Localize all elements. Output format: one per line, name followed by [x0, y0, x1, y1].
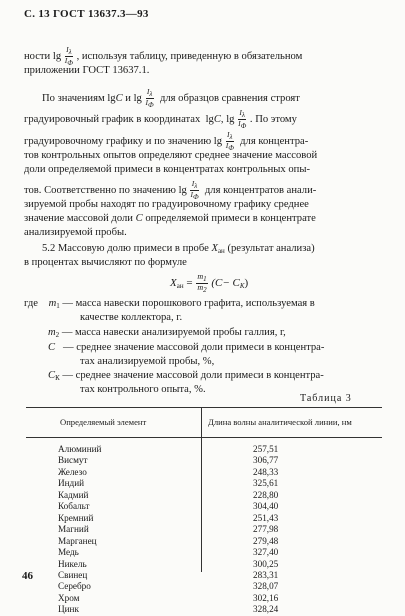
frac-num: I — [227, 130, 230, 139]
table-cell-wavelength: 248,33 — [253, 466, 279, 477]
text-span: доли определяемой примеси в концентратах контрольных опы- — [24, 164, 310, 175]
table-cell-wavelength: 300,25 — [253, 558, 279, 569]
table-cell-element: Кадмий — [58, 489, 89, 500]
var-ck-sub: К — [55, 374, 60, 382]
text-span: (результат анализа) — [227, 243, 315, 254]
intensity-ratio-fraction — [238, 109, 246, 130]
table-top-rule — [26, 407, 382, 408]
frac-den: I — [145, 98, 149, 107]
formula-x: X — [170, 277, 177, 290]
var-c: C — [48, 342, 56, 353]
definition-c — [48, 341, 324, 355]
formula-num-sub: 1 — [203, 275, 207, 283]
table-cell-wavelength: 328,24 — [253, 604, 279, 615]
definition-m1-cont: качестве коллектора, г. — [80, 312, 183, 323]
formula-den-sub: 2 — [203, 286, 207, 294]
var-m2: m — [48, 327, 56, 338]
table-cell-element: Кобальт — [58, 501, 90, 512]
table-cell-element: Серебро — [58, 581, 91, 592]
var-ck: C — [48, 370, 56, 381]
var-m1-sub: 1 — [56, 302, 60, 310]
var-x-sub: ан — [217, 247, 225, 255]
definition-m2 — [48, 326, 286, 342]
text-span: 5.2 Массовую долю примеси в пробе — [42, 243, 209, 254]
text-span: для образцов сравнения строят — [159, 92, 300, 104]
text-line-11: анализируемой пробы. — [24, 227, 127, 238]
var-m1: m — [48, 298, 57, 309]
text-span: тов. Соответственно по значению lg — [24, 184, 187, 196]
table-cell-element: Кремний — [58, 512, 94, 523]
formula-tail: (C− C — [211, 277, 240, 290]
frac-den-sub: Ф — [192, 193, 199, 201]
table-cell-wavelength: 257,51 — [253, 444, 279, 454]
frac-num-sub: λ — [149, 90, 153, 98]
text-span: для концентра- — [240, 135, 309, 147]
text-line-7 — [24, 163, 310, 177]
text-span: значение массовой доли — [24, 213, 133, 224]
frac-den: I — [64, 56, 68, 65]
table-cell-element: Никель — [58, 558, 87, 569]
var-c: C — [213, 113, 221, 125]
definition-ck-cont: тах контрольного опыта, %. — [80, 384, 206, 395]
var-m2-sub: 2 — [55, 331, 60, 339]
frac-den-sub: Ф — [148, 101, 154, 109]
text-line-2: приложении ГОСТ 13637.1. — [24, 65, 150, 76]
page-header: С. 13 ГОСТ 13637.3—93 — [24, 8, 149, 20]
formula-fraction — [196, 273, 207, 294]
text-line-6: тов контрольных опытов определяют среднее значение массовой — [24, 150, 318, 161]
table-cell-element: Медь — [58, 547, 79, 558]
table-cell-element: Висмут — [58, 455, 88, 466]
table-cell-element: Свинец — [58, 569, 88, 580]
formula-close: ) — [244, 277, 249, 290]
frac-num-sub: λ — [229, 133, 233, 141]
text-span: — среднее значение массовой доли примеси в концентра- — [63, 342, 325, 353]
table-cell-wavelength: 327,40 — [253, 547, 279, 558]
text-span: По значениям lg — [42, 92, 116, 104]
frac-num: I — [239, 108, 242, 117]
text-line-9: зируемой пробы находят по градуировочному графику среднее — [24, 199, 309, 210]
text-span: градуировочному графику и по значению lg — [24, 135, 223, 147]
frac-den-sub: Ф — [240, 122, 247, 130]
table-cell-element: Хром — [58, 592, 80, 603]
text-span: — масса навески анализируемой пробы галлия, г, — [61, 327, 286, 338]
formula-eq: = — [186, 277, 193, 290]
formula-x-sub: ан — [176, 282, 184, 291]
text-span: где — [24, 298, 38, 309]
text-line-4 — [24, 109, 297, 130]
table-header-element: Определяемый элемент — [60, 417, 147, 427]
frac-num-sub: λ — [194, 182, 198, 190]
table-cell-element: Марганец — [58, 535, 97, 546]
text-span: для концентратов анали- — [204, 184, 317, 196]
text-span: , lg — [220, 113, 235, 125]
text-span: lg — [205, 113, 214, 125]
intensity-ratio-fraction — [146, 88, 154, 109]
text-span: градуировочный график в координатах — [24, 113, 201, 125]
text-span: . По этому — [249, 113, 297, 125]
frac-num: I — [66, 45, 69, 54]
formula-den: m — [197, 283, 204, 292]
var-x: X — [211, 243, 218, 254]
definition-c-cont: тах анализируемой пробы, %, — [80, 356, 215, 367]
text-span: и lg — [122, 92, 142, 104]
text-span: определяемой примеси в концентрате — [145, 213, 316, 224]
text-span: ности lg — [24, 50, 62, 62]
frac-den: I — [238, 119, 241, 128]
text-line-13: в процентах вычисляют по формуле — [24, 257, 187, 268]
text-line-10 — [24, 212, 316, 226]
table-cell-element: Индий — [58, 478, 85, 489]
table-header-wavelength: Длина волны аналитической линии, нм — [208, 417, 352, 427]
table-cell-wavelength: 306,77 — [253, 455, 279, 466]
table-cell-wavelength: 277,98 — [253, 524, 279, 535]
table-cell-wavelength: 279,48 — [253, 535, 279, 546]
table-cell-wavelength: 325,61 — [253, 478, 279, 489]
table-cell-wavelength: 251,43 — [253, 512, 279, 523]
text-line-3 — [42, 88, 300, 109]
frac-den-sub: Ф — [67, 59, 73, 67]
var-c: C — [135, 213, 143, 224]
frac-num: I — [191, 179, 195, 188]
table-cell-wavelength: 228,80 — [253, 489, 279, 500]
table-caption: Таблица 3 — [300, 393, 352, 404]
text-span: — среднее значение массовой доли примеси в концентра- — [62, 370, 324, 381]
frac-den-sub: Ф — [228, 144, 234, 152]
frac-den: I — [190, 190, 193, 199]
page-number: 46 — [22, 570, 33, 582]
table-cell-wavelength: 328,07 — [253, 581, 279, 592]
frac-num-sub: λ — [241, 111, 245, 119]
text-span: , используя таблицу, приведенную в обязательном — [76, 50, 303, 62]
var-c: C — [115, 92, 123, 104]
table-header-rule — [26, 437, 382, 438]
table-cell-element: Цинк — [58, 604, 79, 615]
formula-tail-sub: К — [239, 282, 245, 291]
table-cell-element: Железо — [58, 466, 87, 477]
table-cell-wavelength: 302,16 — [253, 592, 279, 603]
frac-num-sub: λ — [68, 48, 72, 56]
table-column-divider — [201, 407, 202, 572]
table-cell-wavelength: 283,31 — [253, 569, 279, 580]
table-cell-element: Магний — [58, 524, 89, 535]
formula — [170, 273, 248, 294]
formula-num: m — [197, 272, 204, 281]
frac-num: I — [146, 87, 150, 96]
text-span: — масса навески порошкового графита, используемая в — [62, 298, 315, 309]
table-cell-element: Алюминий — [58, 444, 102, 454]
table-cell-wavelength: 304,40 — [253, 501, 279, 512]
frac-den: I — [225, 141, 229, 150]
